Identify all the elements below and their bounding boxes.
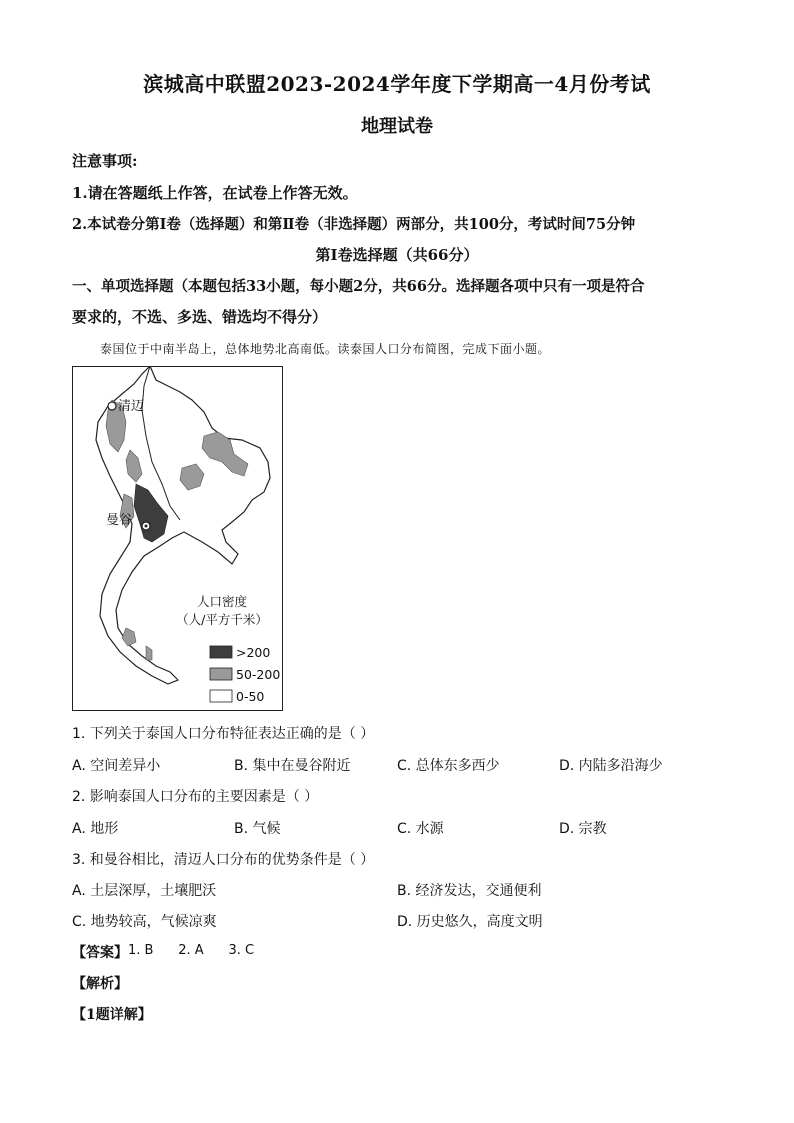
question-2-option-d: D. 宗教 — [559, 821, 607, 837]
notice-item-1: 1.请在答题纸上作答，在试卷上作答无效。 — [72, 184, 358, 202]
legend-swatch-low — [210, 690, 232, 702]
chiang-mai-label: 清迈 — [118, 399, 145, 414]
legend-title: 人口密度 — [196, 594, 248, 609]
legend-label-low: 0-50 — [236, 689, 265, 704]
question-3-option-a: A. 土层深厚，土壤肥沃 — [72, 883, 217, 899]
legend-label-medium: 50-200 — [236, 667, 281, 682]
answer-values: 1. B 2. A 3. C — [128, 943, 255, 958]
thailand-population-map — [72, 366, 283, 711]
question-2-option-b: B. 气候 — [234, 821, 281, 837]
exam-title: 滨城高中联盟2023-2024学年度下学期高一4月份考试 — [143, 72, 651, 96]
question-1-option-d: D. 内陆多沿海少 — [559, 758, 663, 774]
bangkok-label: 曼谷 — [106, 513, 133, 528]
question-3-option-b: B. 经济发达，交通便利 — [397, 883, 542, 899]
question-3-stem: 3. 和曼谷相比，清迈人口分布的优势条件是（ ） — [72, 852, 375, 868]
answer-label: 【答案】 — [72, 945, 128, 961]
legend-label-high: >200 — [236, 645, 271, 660]
exam-subject: 地理试卷 — [361, 116, 433, 137]
chiang-mai-marker — [108, 402, 116, 410]
question-2-option-c: C. 水源 — [397, 821, 444, 837]
analysis-detail-label: 【1题详解】 — [72, 1007, 152, 1023]
legend-unit: （人/平方千米） — [176, 612, 268, 627]
legend-swatch-medium — [210, 668, 232, 680]
section-instructions-1: 一、单项选择题（本题包括33小题，每小题2分，共66分。选择题各项中只有一项是符合 — [72, 278, 645, 295]
question-2-option-a: A. 地形 — [72, 821, 119, 837]
bangkok-marker-dot — [145, 525, 148, 528]
question-1-stem: 1. 下列关于泰国人口分布特征表达正确的是（ ） — [72, 726, 375, 742]
legend-swatch-high — [210, 646, 232, 658]
question-2-stem: 2. 影响泰国人口分布的主要因素是（ ） — [72, 789, 319, 805]
notice-heading: 注意事项: — [72, 152, 138, 170]
part-title: 第Ⅰ卷选择题（共66分） — [315, 246, 479, 264]
question-1-option-a: A. 空间差异小 — [72, 758, 161, 774]
question-3-option-d: D. 历史悠久，高度文明 — [397, 914, 543, 930]
question-3-option-c: C. 地势较高，气候凉爽 — [72, 914, 217, 930]
question-1-option-b: B. 集中在曼谷附近 — [234, 758, 351, 774]
notice-item-2: 2.本试卷分第Ⅰ卷（选择题）和第Ⅱ卷（非选择题）两部分，共100分，考试时间75分钟 — [72, 216, 636, 233]
section-instructions-2: 要求的，不选、多选、错选均不得分） — [72, 308, 328, 326]
question-1-option-c: C. 总体东多西少 — [397, 758, 500, 774]
intro-text: 泰国位于中南半岛上，总体地势北高南低。读泰国人口分布简图，完成下面小题。 — [100, 342, 551, 356]
analysis-label: 【解析】 — [72, 976, 128, 992]
